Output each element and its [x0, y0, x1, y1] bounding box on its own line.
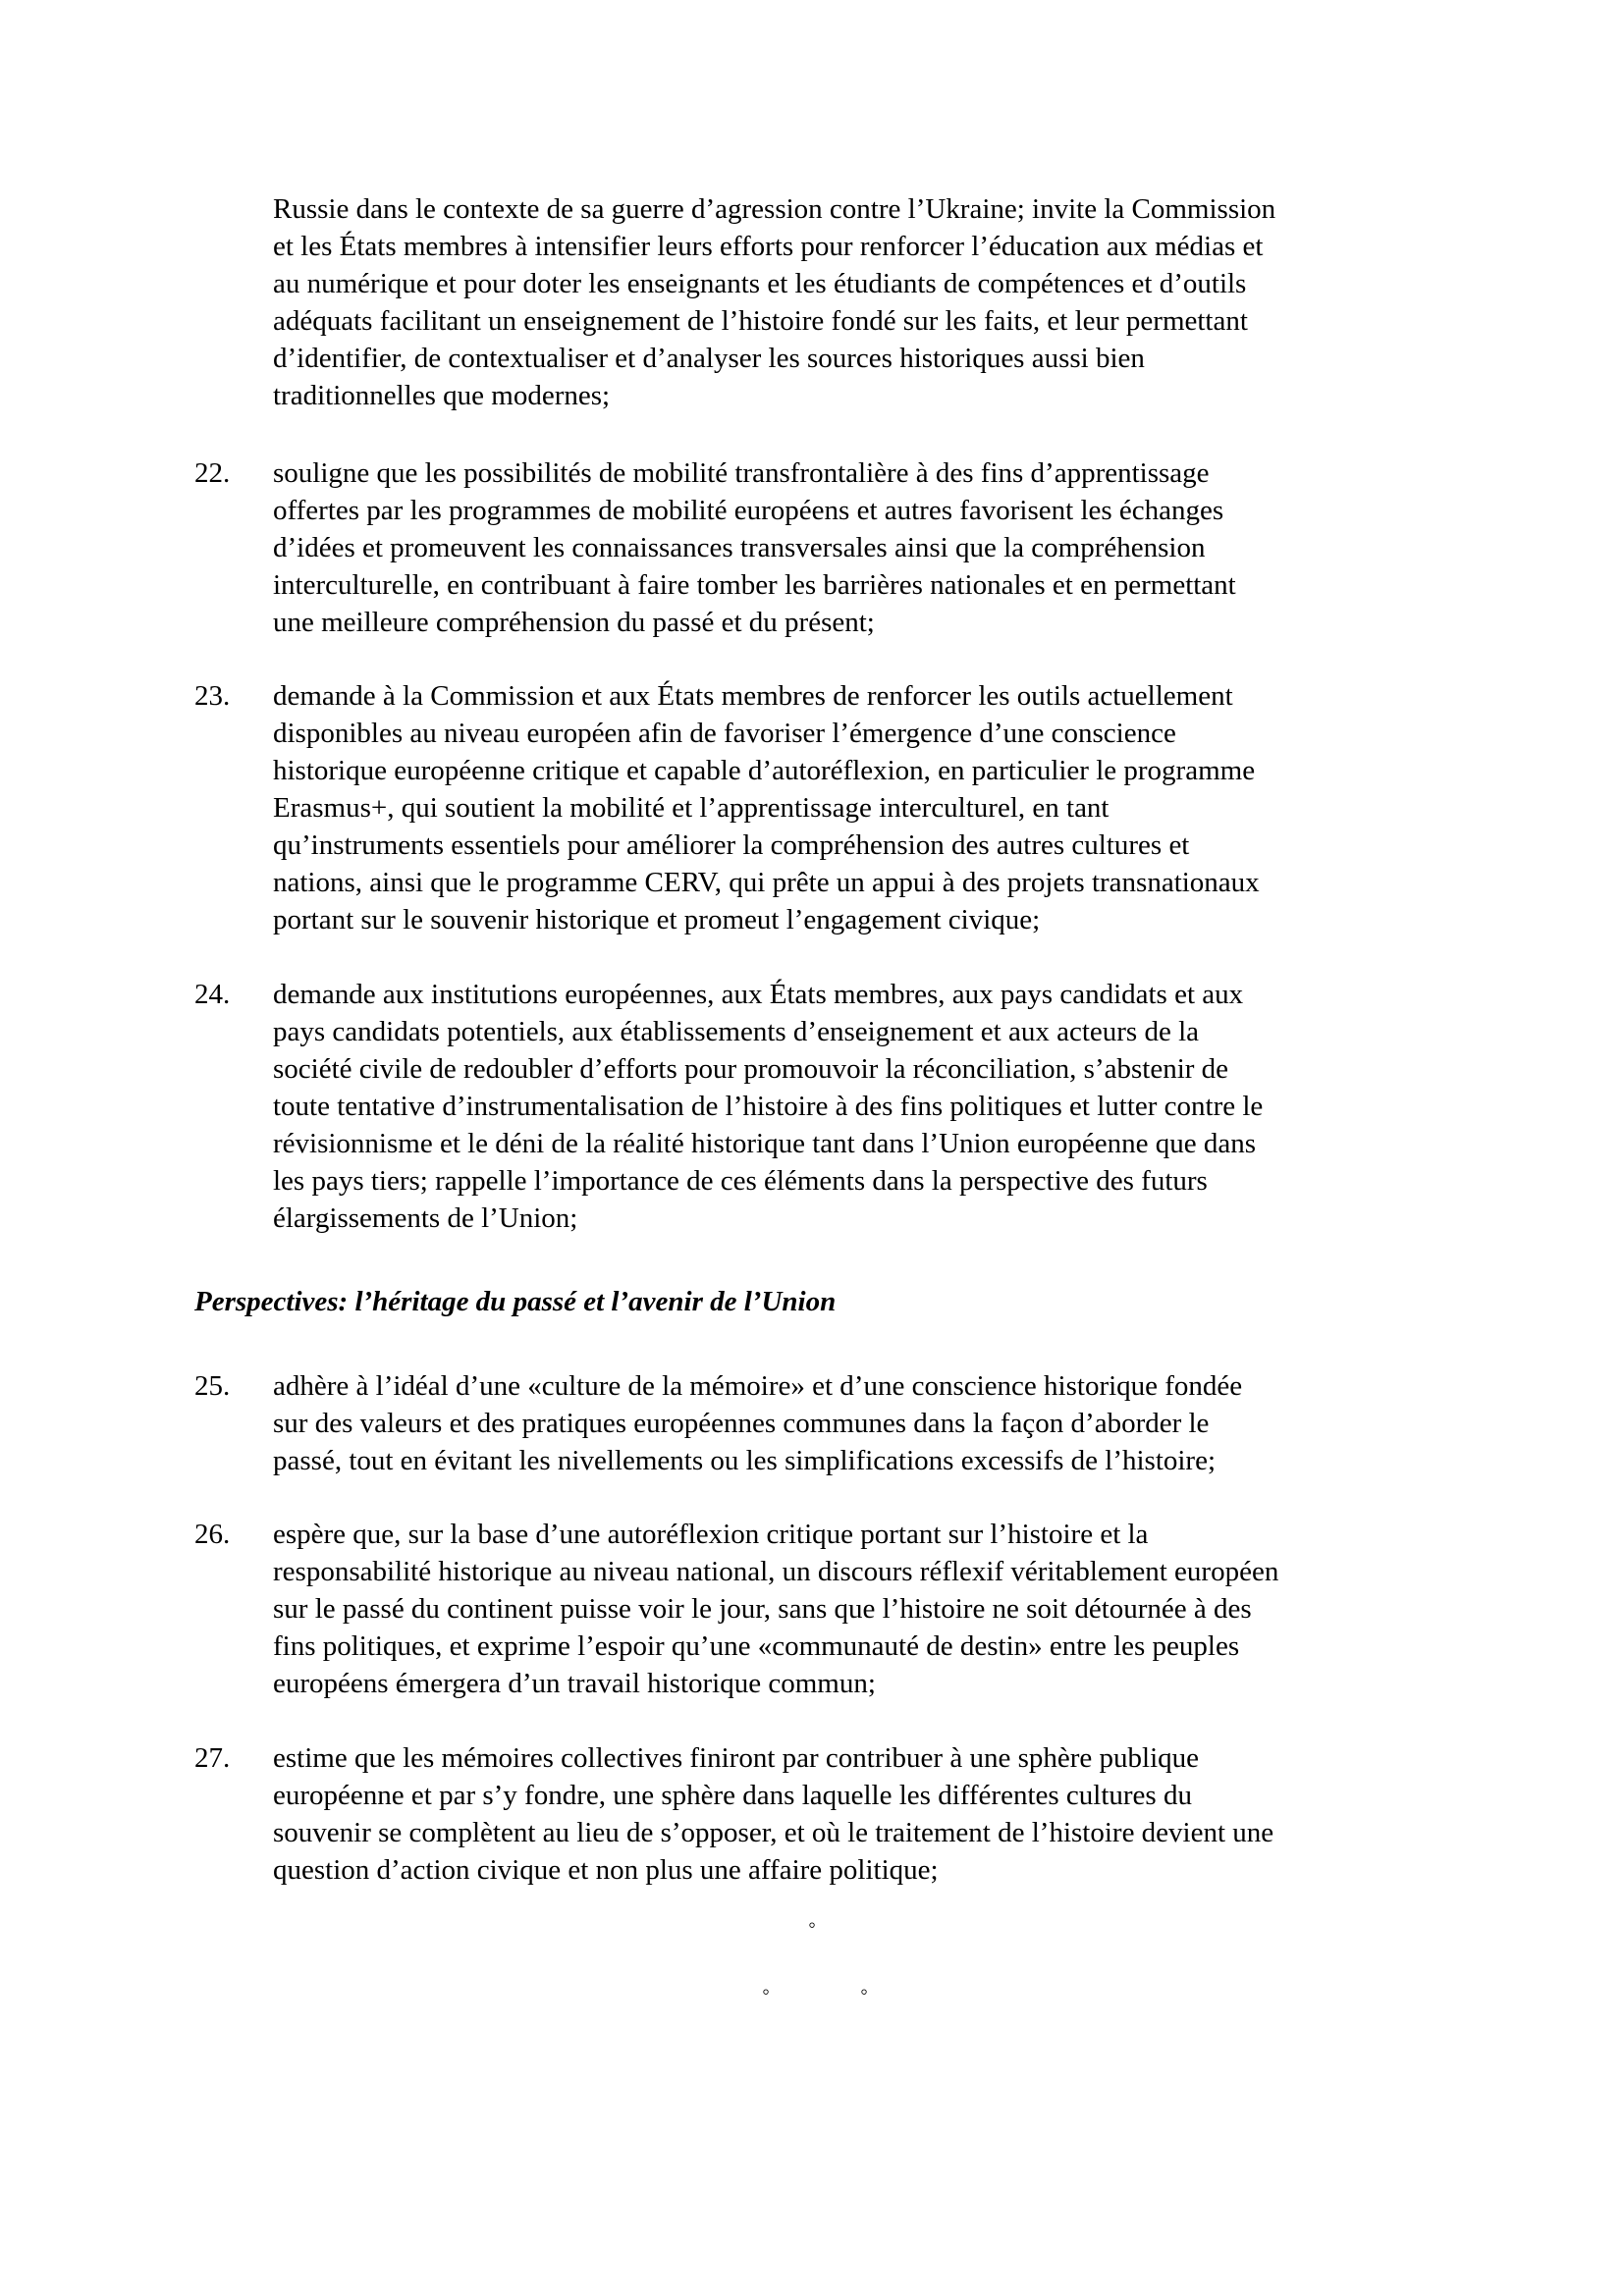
separator-circle-top: ◦ [808, 1912, 816, 1937]
paragraph-number: 23. [194, 680, 231, 712]
separator-circle-right: ◦ [860, 1979, 868, 2003]
paragraph-number: 25. [194, 1370, 231, 1402]
paragraph-number: 22. [194, 457, 231, 489]
separator-circle-left: ◦ [762, 1979, 770, 2003]
paragraph-number: 26. [194, 1519, 231, 1550]
continuation-paragraph: Russie dans le contexte de sa guerre d’agression contre l’Ukraine; invite la Commission et les États membres à intensifier leurs efforts pour renforcer l’éducation aux médias et au numérique et pour doter les enseignants et les étudiants de compétences et d’outils adéquats facilitant un enseignement de l’histoire fondé sur les faits, et leur permettant d’identifier, de contextualiser et d’analyser les sources historiques aussi bien traditionnelles que modernes; [273, 193, 1276, 411]
paragraph-text: demande à la Commission et aux États membres de renforcer les outils actuellement disponibles au niveau européen afin de favoriser l’émergence d’une conscience historique européenne critique et capable d’autoréflexion, en particulier le programme Erasmus+, qui soutient la mobilité et l’apprentissage interculturel, en tant qu’instruments essentiels pour améliorer la compréhension des autres cultures et nations, ainsi que le programme CERV, qui prête un appui à des projets transnationaux portant sur le souvenir historique et promeut l’engagement civique; [273, 680, 1260, 935]
paragraph-text: demande aux institutions européennes, aux États membres, aux pays candidats et aux pays candidats potentiels, aux établissements d’enseignement et aux acteurs de la société civile de redoubler d’efforts pour promouvoir la réconciliation, s’abstenir de toute tentative d’instrumentalisation de l’histoire à des fins politiques et lutter contre le révisionnisme et le déni de la réalité historique tant dans l’Union européenne que dans les pays tiers; rappelle l’importance de ces éléments dans la perspective des futurs élargissements de l’Union; [273, 979, 1264, 1234]
paragraph-text: espère que, sur la base d’une autoréflexion critique portant sur l’histoire et la responsabilité historique au niveau national, un discours réflexif véritablement européen sur le passé du continent puisse voir le jour, sans que l’histoire ne soit détournée à des fins politiques, et exprime l’espoir qu’une «communauté de destin» entre les peuples européens émergera d’un travail historique commun; [273, 1519, 1279, 1699]
paragraph-number: 24. [194, 979, 231, 1010]
paragraph-number: 27. [194, 1742, 231, 1774]
paragraph-text: estime que les mémoires collectives finiront par contribuer à une sphère publique européenne et par s’y fondre, une sphère dans laquelle les différentes cultures du souvenir se complètent au lieu de s’opposer, et où le traitement de l’histoire devient une question d’action civique et non plus une affaire politique; [273, 1742, 1274, 1886]
paragraph-text: adhère à l’idéal d’une «culture de la mémoire» et d’une conscience historique fondée sur des valeurs et des pratiques européennes communes dans la façon d’aborder le passé, tout en évitant les nivellements ou les simplifications excessifs de l’histoire; [273, 1370, 1243, 1476]
section-heading: Perspectives: l’héritage du passé et l’avenir de l’Union [194, 1286, 837, 1317]
paragraph-text: souligne que les possibilités de mobilité transfrontalière à des fins d’apprentissage offertes par les programmes de mobilité européens et autres favorisent les échanges d’idées et promeuvent les connaissances transversales ainsi que la compréhension interculturelle, en contribuant à faire tomber les barrières nationales et en permettant une meilleure compréhension du passé et du présent; [273, 457, 1236, 638]
